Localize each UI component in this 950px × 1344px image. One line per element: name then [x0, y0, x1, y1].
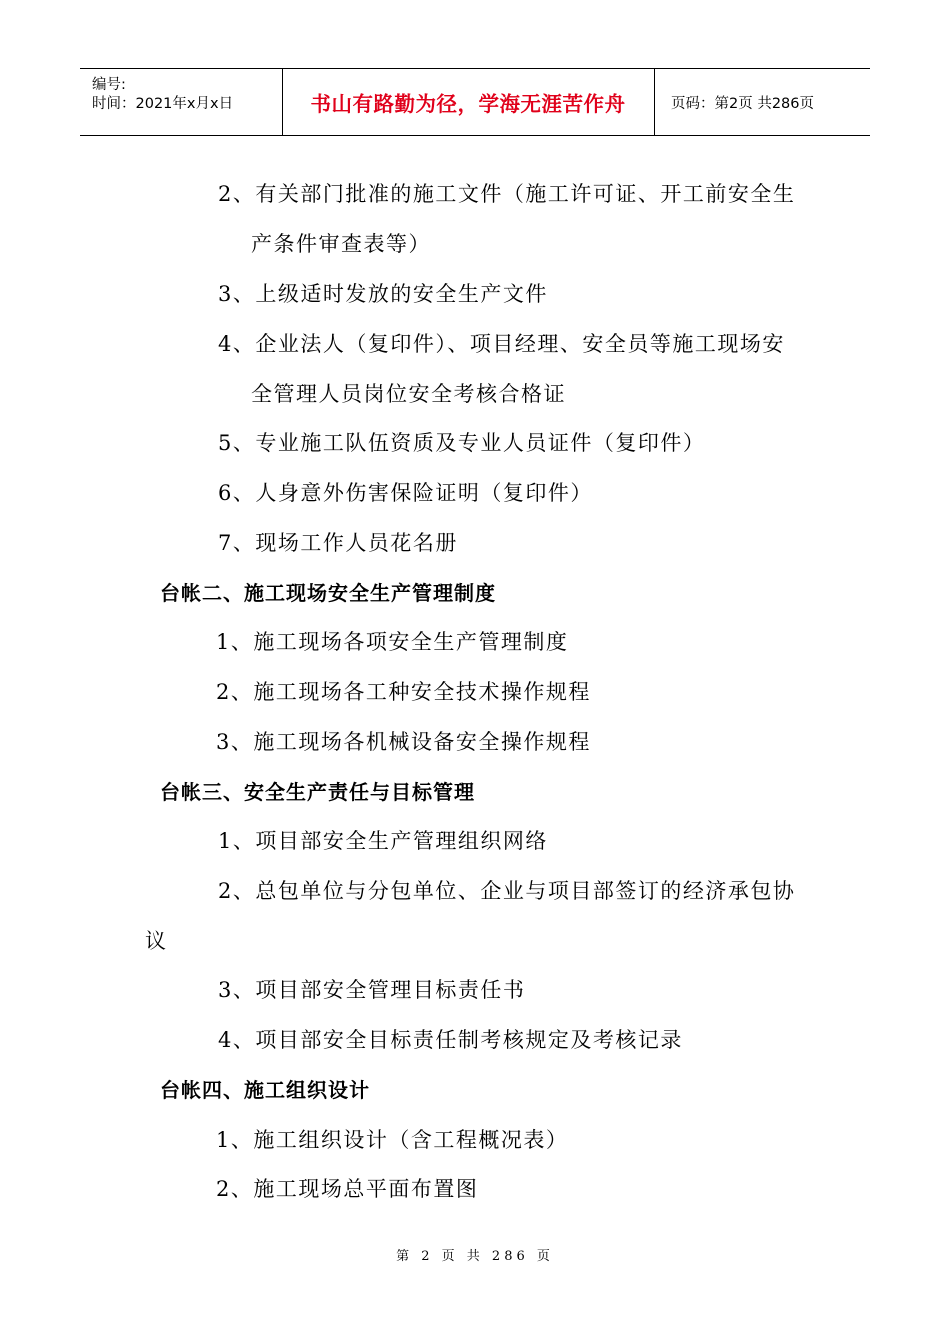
- list-item: 4、项目部安全目标责任制考核规定及考核记录: [218, 1028, 683, 1052]
- header-motto: 书山有路勤为径，学海无涯苦作舟: [310, 92, 626, 116]
- list-item-continuation: 议: [145, 929, 168, 953]
- list-item: 7、现场工作人员花名册: [218, 531, 458, 555]
- page-footer: 第 2 页 共 286 页: [396, 1249, 554, 1264]
- list-item: 4、企业法人（复印件）、项目经理、安全员等施工现场安: [218, 332, 785, 356]
- header-page-info: 页码：第2页 共286页: [671, 95, 815, 112]
- list-item: 6、人身意外伤害保险证明（复印件）: [218, 481, 593, 505]
- section-heading: 台帐二、施工现场安全生产管理制度: [160, 581, 496, 605]
- list-item: 5、专业施工队伍资质及专业人员证件（复印件）: [218, 431, 706, 455]
- list-item: 1、项目部安全生产管理组织网络: [218, 829, 548, 853]
- list-item: 2、总包单位与分包单位、企业与项目部签订的经济承包协: [218, 879, 796, 903]
- list-item: 3、上级适时发放的安全生产文件: [218, 282, 548, 306]
- header-meta: [80, 69, 282, 135]
- list-item: 2、有关部门批准的施工文件（施工许可证、开工前安全生: [218, 182, 796, 206]
- list-item-continuation: 产条件审查表等）: [251, 232, 431, 256]
- list-item: 1、施工组织设计（含工程概况表）: [216, 1128, 569, 1152]
- list-item: 2、施工现场各工种安全技术操作规程: [216, 680, 591, 704]
- document-number-label: 编号:: [92, 77, 126, 93]
- page-header: [80, 68, 870, 136]
- section-heading: 台帐四、施工组织设计: [160, 1078, 370, 1102]
- list-item: 3、项目部安全管理目标责任书: [218, 978, 526, 1002]
- list-item: 2、施工现场总平面布置图: [216, 1177, 479, 1201]
- list-item-continuation: 全管理人员岗位安全考核合格证: [251, 382, 566, 406]
- list-item: 1、施工现场各项安全生产管理制度: [216, 630, 569, 654]
- document-date: 时间：2021年x月x日: [92, 96, 234, 112]
- section-heading: 台帐三、安全生产责任与目标管理: [160, 780, 475, 804]
- header-divider: [654, 69, 655, 135]
- list-item: 3、施工现场各机械设备安全操作规程: [216, 730, 591, 754]
